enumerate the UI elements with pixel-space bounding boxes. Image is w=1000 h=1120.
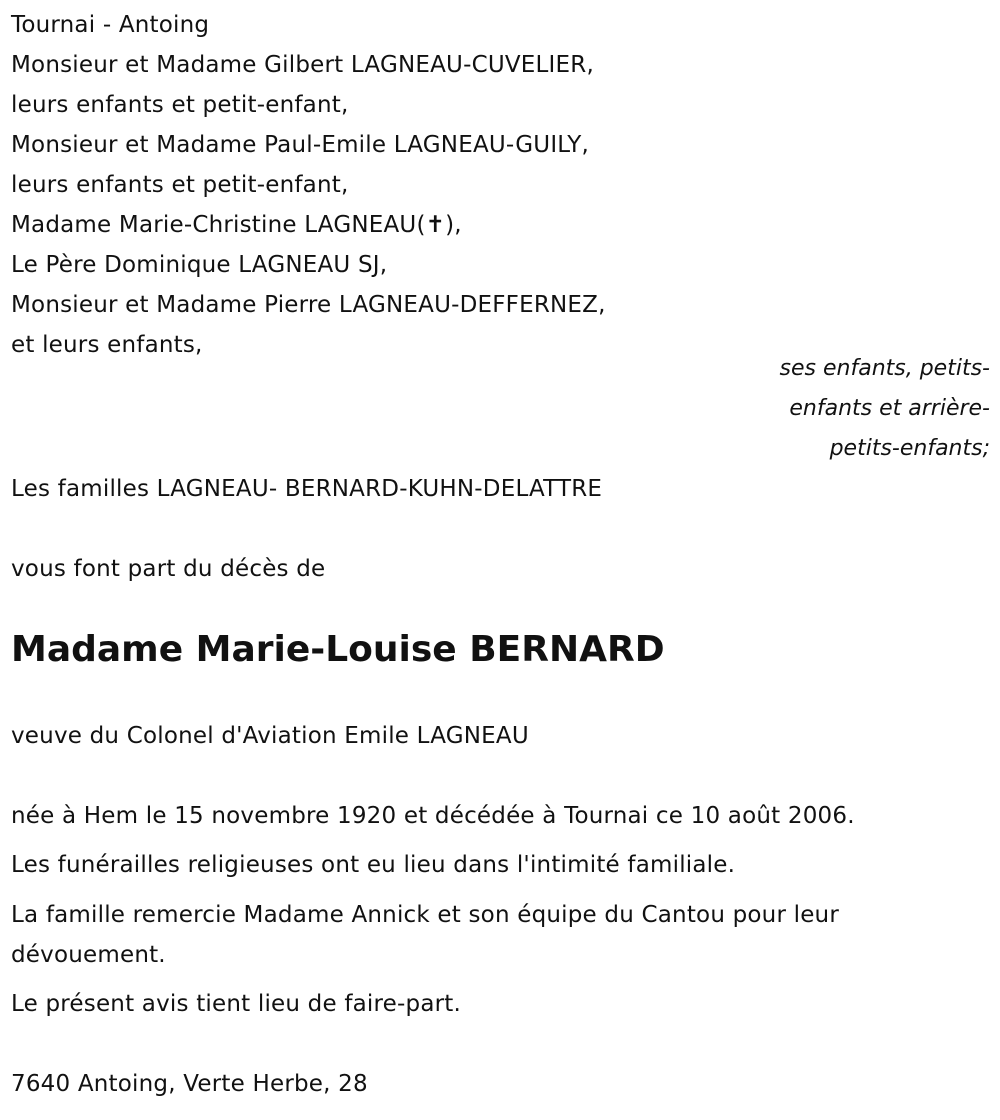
family-line: Monsieur et Madame Paul-Emile LAGNEAU-GUILY,: [11, 132, 590, 158]
descendants-line: petits-enfants;: [829, 436, 990, 461]
widow-of-line: veuve du Colonel d'Aviation Emile LAGNEAU: [11, 723, 529, 749]
family-line: Madame Marie-Christine LAGNEAU(✝),: [11, 212, 462, 238]
families-line: Les familles LAGNEAU- BERNARD-KUHN-DELATTRE: [11, 476, 603, 502]
descendants-line: ses enfants, petits-: [779, 356, 990, 381]
family-line: Le Père Dominique LAGNEAU SJ,: [11, 252, 388, 278]
deceased-name: Madame Marie-Louise BERNARD: [11, 629, 665, 670]
announcement-line: vous font part du décès de: [11, 556, 326, 582]
funeral-line: Les funérailles religieuses ont eu lieu dans l'intimité familiale.: [11, 852, 736, 878]
address-line: 7640 Antoing, Verte Herbe, 28: [11, 1071, 368, 1097]
family-line: Monsieur et Madame Pierre LAGNEAU-DEFFERNEZ,: [11, 292, 606, 318]
family-line: Monsieur et Madame Gilbert LAGNEAU-CUVELIER,: [11, 52, 594, 78]
location-header: Tournai - Antoing: [11, 12, 210, 38]
notice-line: Le présent avis tient lieu de faire-part.: [11, 991, 462, 1017]
family-line: leurs enfants et petit-enfant,: [11, 172, 349, 198]
birth-death-line: née à Hem le 15 novembre 1920 et décédée à Tournai ce 10 août 2006.: [11, 803, 855, 829]
thanks-paragraph: La famille remercie Madame Annick et son équipe du Cantou pour leur dévouement.: [11, 902, 839, 968]
descendants-line: enfants et arrière-: [789, 396, 990, 421]
family-line: et leurs enfants,: [11, 332, 203, 358]
family-line: leurs enfants et petit-enfant,: [11, 92, 349, 118]
